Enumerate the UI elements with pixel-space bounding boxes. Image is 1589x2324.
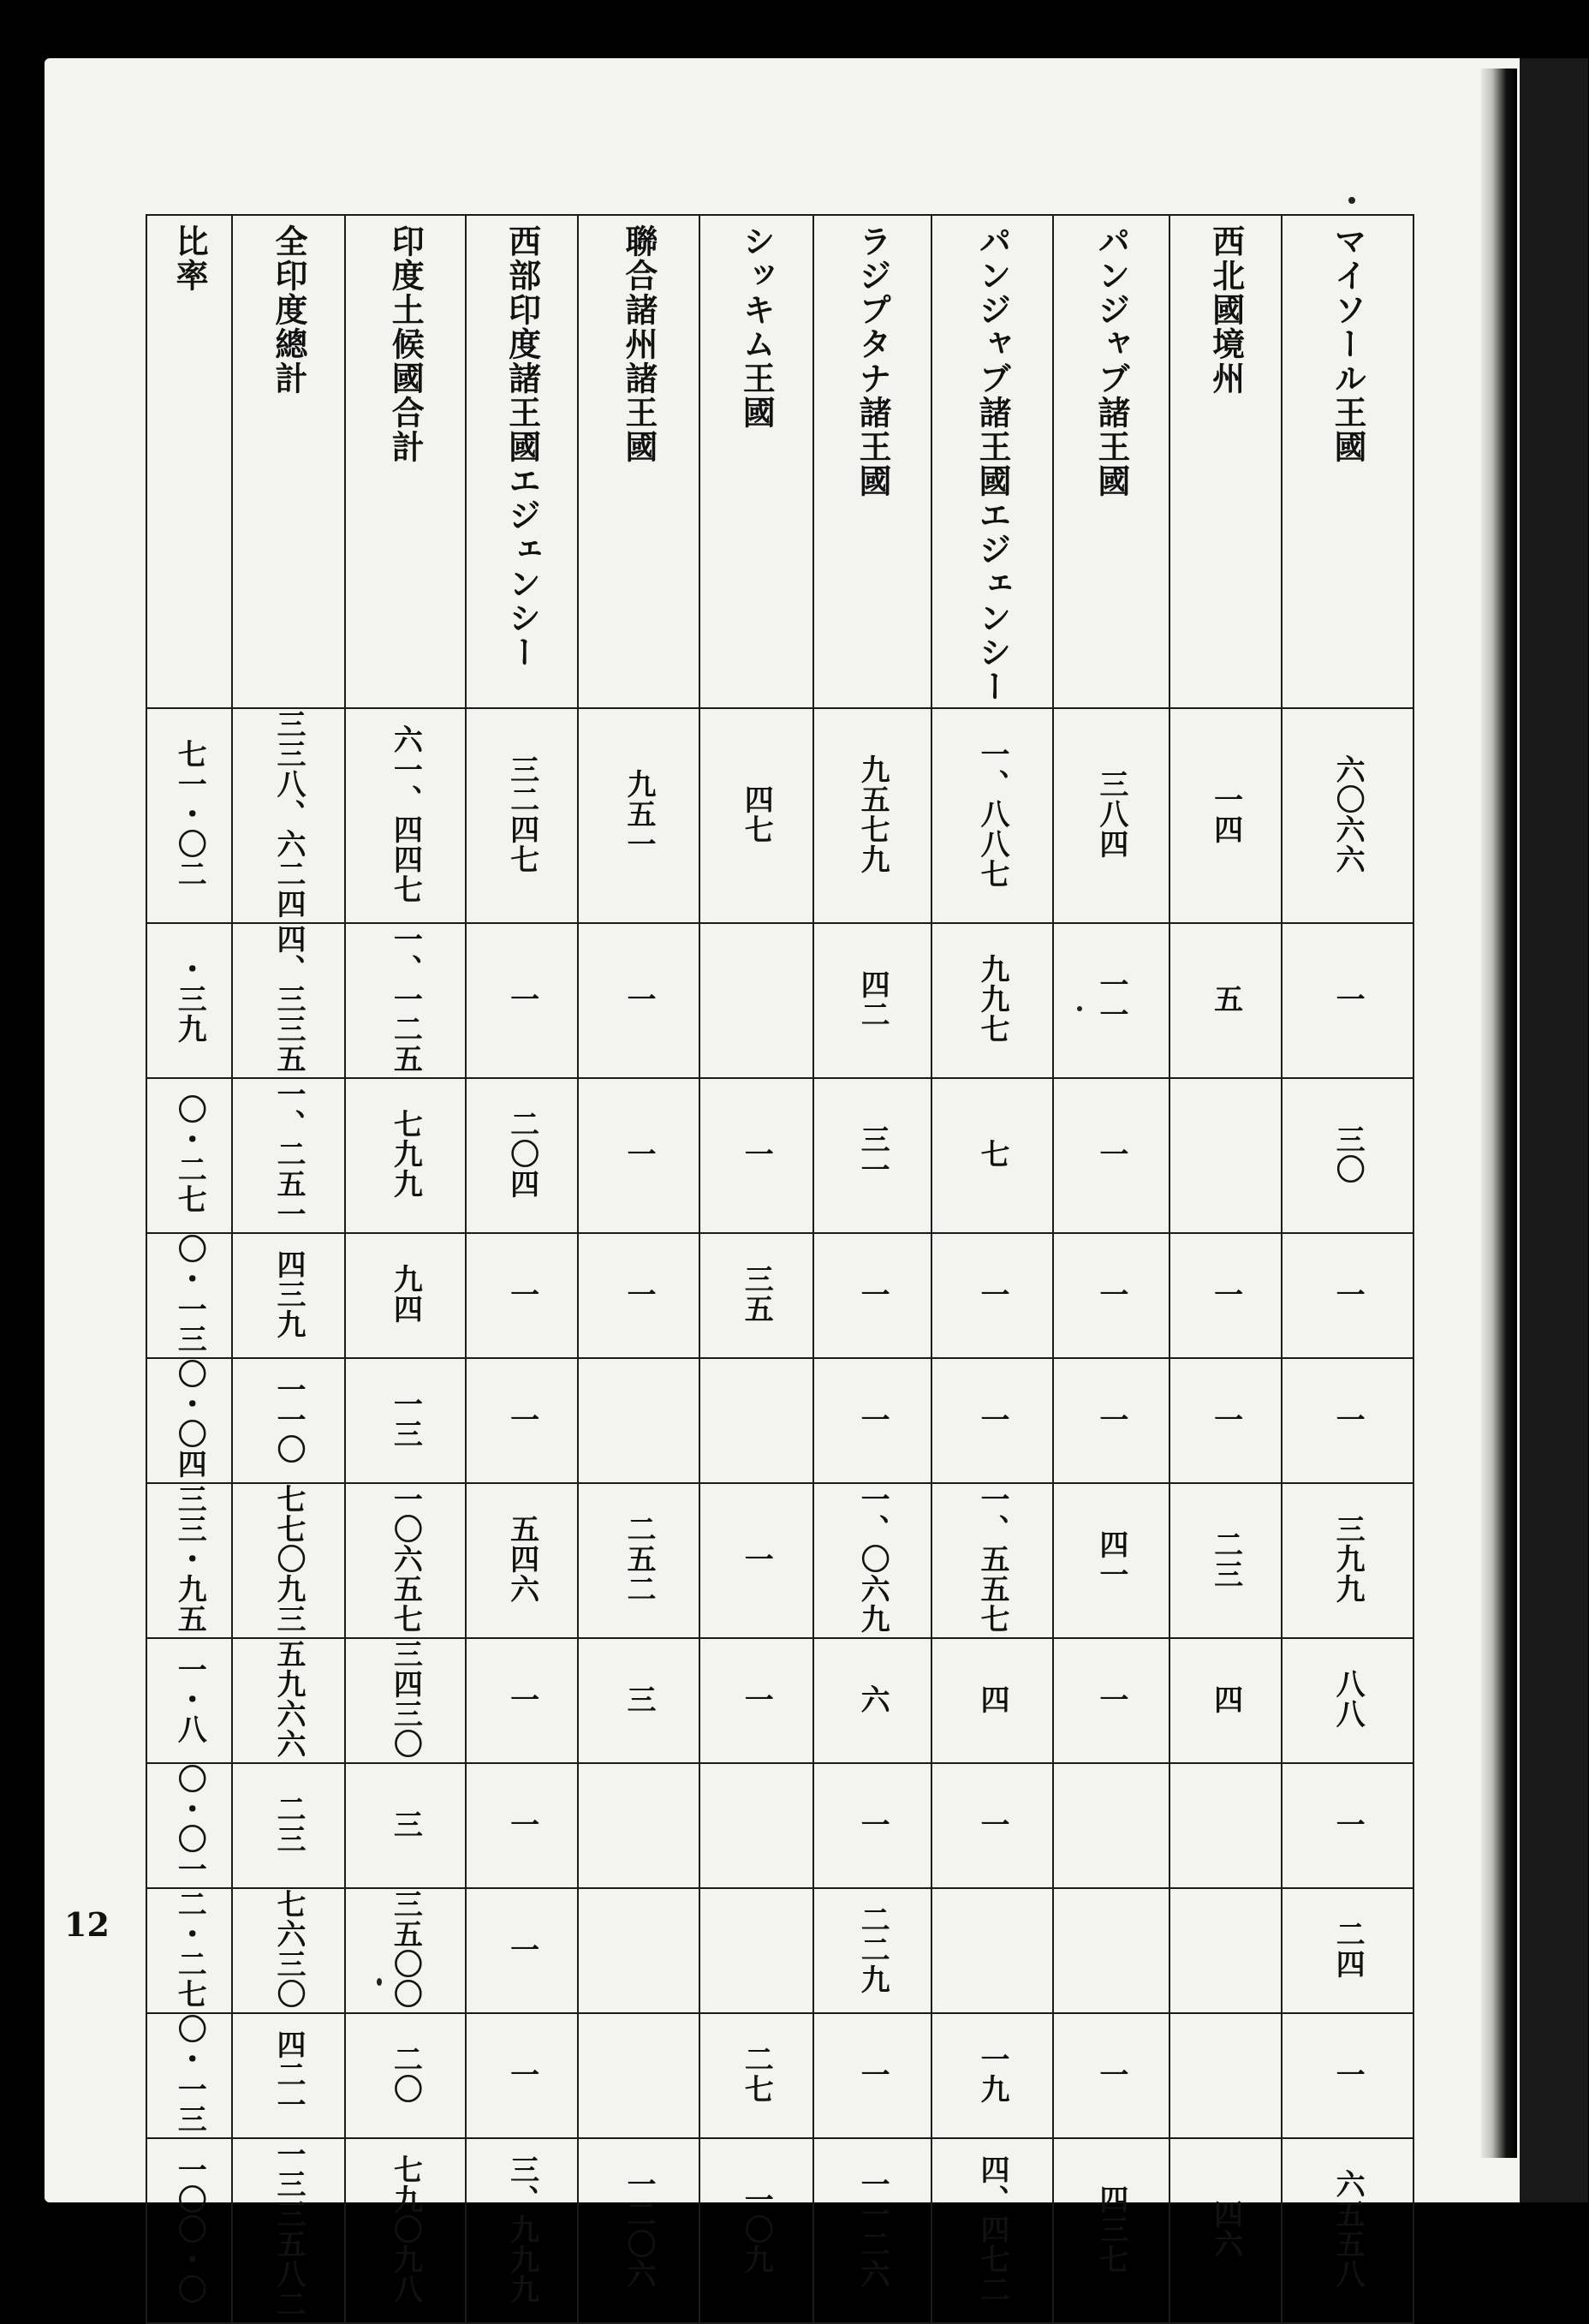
- cell-value: 四、三三五: [271, 924, 306, 1074]
- column-header-label: 比率: [170, 224, 210, 293]
- table-cell: [578, 1078, 699, 1233]
- column-header-label: パンジャブ諸王國エジェンシー: [973, 224, 1012, 704]
- cell-value: 一: [975, 1278, 1009, 1309]
- cell-value: 〇・一三: [172, 1234, 207, 1354]
- table-cell: [466, 1638, 578, 1763]
- table-cell: [1169, 1888, 1282, 2013]
- table-cell: [345, 708, 466, 923]
- cell-value: 一〇九: [739, 2184, 774, 2274]
- cell-value: 七九〇九八: [388, 2154, 423, 2304]
- table-cell: [813, 1763, 931, 1888]
- table-cell: [345, 1483, 466, 1638]
- cell-value: 一: [1093, 2059, 1128, 2089]
- cell-value: 一: [855, 1403, 890, 1434]
- table-cell: [466, 1078, 578, 1233]
- table-cell: [931, 1638, 1052, 1763]
- table-cell: [1053, 1358, 1169, 1483]
- table-cell: [232, 1638, 344, 1763]
- table-cell: [146, 1888, 232, 2013]
- table-cell: [232, 1888, 344, 2013]
- table-row: [146, 1078, 1413, 1233]
- column-header: [1053, 215, 1169, 708]
- cell-value: 五四六: [504, 1514, 539, 1604]
- cell-value: 一: [621, 1139, 656, 1169]
- table-cell: [1282, 1483, 1413, 1638]
- cell-value: 四二: [855, 968, 890, 1029]
- cell-value: 一: [1093, 1403, 1128, 1434]
- table-cell: [813, 1233, 931, 1358]
- cell-value: 二〇四: [504, 1109, 539, 1199]
- table-cell: [232, 1358, 344, 1483]
- column-header-label: 全印度總計: [269, 224, 308, 396]
- table-cell: [1169, 2013, 1282, 2138]
- table-cell: [813, 1078, 931, 1233]
- column-header-label: 聯合諸州諸王國: [619, 224, 658, 464]
- table-cell: [578, 1888, 699, 2013]
- table-cell: [578, 1233, 699, 1358]
- table-cell: [466, 1888, 578, 2013]
- column-header-label: マイソール王國: [1329, 224, 1368, 464]
- table-cell: [345, 923, 466, 1078]
- table-cell: [1282, 923, 1413, 1078]
- table-cell: [146, 1763, 232, 1888]
- table-cell: [1053, 1638, 1169, 1763]
- cell-value: 一: [739, 1544, 774, 1574]
- column-header: [699, 215, 813, 708]
- table-cell: [1282, 1888, 1413, 2013]
- table-cell: [931, 2138, 1052, 2323]
- table-cell: [146, 2013, 232, 2138]
- cell-value: 六五五八: [1330, 2169, 1366, 2289]
- table-cell: [232, 1763, 344, 1888]
- table-row: [146, 1638, 1413, 1763]
- column-header-label: 印度土候國合計: [386, 224, 426, 464]
- table-row: [146, 708, 1413, 923]
- table-cell: [1169, 923, 1282, 1078]
- table-cell: [813, 708, 931, 923]
- column-header: [1169, 215, 1282, 708]
- cell-value: 一: [504, 1278, 539, 1309]
- ink-speck: [1077, 1006, 1082, 1011]
- table-cell: [232, 923, 344, 1078]
- table-cell: [146, 923, 232, 1078]
- cell-value: 一: [1208, 1403, 1243, 1434]
- cell-value: 一: [855, 1278, 890, 1309]
- cell-value: 一: [975, 1809, 1009, 1839]
- cell-value: 二三: [1208, 1528, 1243, 1589]
- column-header: [931, 215, 1052, 708]
- cell-value: 二四: [1330, 1919, 1366, 1979]
- cell-value: 〇・〇四: [172, 1359, 207, 1479]
- table-cell: [1053, 1483, 1169, 1638]
- cell-value: 三: [621, 1683, 656, 1714]
- cell-value: 〇・〇一: [172, 1764, 207, 1884]
- table-cell: [1053, 1763, 1169, 1888]
- cell-value: 八八: [1330, 1669, 1366, 1729]
- cell-value: 一二〇六: [621, 2169, 656, 2289]
- cell-value: 一: [504, 1683, 539, 1714]
- table-cell: [699, 1888, 813, 2013]
- cell-value: 一: [855, 2059, 890, 2089]
- cell-value: 三五〇〇: [388, 1889, 423, 2009]
- column-header-label: パンジャブ諸王國: [1092, 224, 1131, 498]
- table-cell: [813, 923, 931, 1078]
- cell-value: 一: [1330, 2059, 1366, 2089]
- table-cell: [1282, 2013, 1413, 2138]
- cell-value: 〇・二七: [172, 1093, 207, 1214]
- cell-value: 一: [1093, 1683, 1128, 1714]
- column-header-label: ラジプタナ諸王國: [854, 224, 893, 498]
- cell-value: 四七: [739, 784, 774, 844]
- table-cell: [1169, 1358, 1282, 1483]
- table-cell: [1169, 2138, 1282, 2323]
- table-cell: [699, 708, 813, 923]
- cell-value: 二七: [739, 2044, 774, 2104]
- cell-value: 一〇〇・〇: [172, 2154, 207, 2304]
- table-cell: [345, 1763, 466, 1888]
- cell-value: 四一: [1093, 1528, 1128, 1589]
- table-cell: [232, 1078, 344, 1233]
- cell-value: 九四: [388, 1264, 423, 1324]
- column-header-label: 西部印度諸王國エジェンシー: [503, 224, 542, 670]
- cell-value: 四: [1208, 1683, 1243, 1714]
- cell-value: 一: [1093, 1278, 1128, 1309]
- table-cell: [146, 2138, 232, 2323]
- cell-value: 三: [388, 1809, 423, 1839]
- cell-value: 四三七: [1093, 2184, 1128, 2274]
- cell-value: 一、八八七: [975, 739, 1009, 889]
- cell-value: 二〇: [388, 2044, 423, 2104]
- column-header-label: シッキム王國: [737, 224, 777, 430]
- cell-value: 三三・九五: [172, 1484, 207, 1634]
- table-row: [146, 1233, 1413, 1358]
- table-cell: [1169, 1078, 1282, 1233]
- cell-value: 一〇六五七: [388, 1484, 423, 1634]
- table-cell: [345, 1233, 466, 1358]
- table-cell: [466, 923, 578, 1078]
- table-cell: [1053, 708, 1169, 923]
- cell-value: 一、〇六九: [855, 1484, 890, 1634]
- page-spine-shadow: [1481, 69, 1517, 2158]
- table-cell: [466, 2138, 578, 2323]
- cell-value: 一・八: [172, 1654, 207, 1744]
- cell-value: 三九九: [1330, 1514, 1366, 1604]
- cell-value: 三〇: [1330, 1123, 1366, 1184]
- table-cell: [345, 2013, 466, 2138]
- table-cell: [931, 1358, 1052, 1483]
- cell-value: 一一二六: [855, 2169, 890, 2289]
- table-cell: [1169, 1638, 1282, 1763]
- table-cell: [699, 1638, 813, 1763]
- table-cell: [699, 1078, 813, 1233]
- table-cell: [931, 1233, 1052, 1358]
- cell-value: 一: [504, 1934, 539, 1964]
- cell-value: 一: [504, 1403, 539, 1434]
- table-cell: [1282, 2138, 1413, 2323]
- table-row: [146, 2138, 1413, 2323]
- column-header: [578, 215, 699, 708]
- cell-value: 四六: [1208, 2199, 1243, 2259]
- cell-value: 二五二: [621, 1514, 656, 1604]
- table-cell: [146, 1078, 232, 1233]
- table-cell: [578, 2013, 699, 2138]
- table-cell: [1282, 1358, 1413, 1483]
- table-cell: [931, 1078, 1052, 1233]
- cell-value: 一、五五七: [975, 1484, 1009, 1634]
- table-cell: [345, 1078, 466, 1233]
- table-cell: [931, 708, 1052, 923]
- cell-value: 一九: [975, 2044, 1009, 2104]
- table-cell: [813, 1638, 931, 1763]
- table-cell: [813, 1888, 931, 2013]
- table-cell: [345, 1638, 466, 1763]
- table-cell: [699, 2013, 813, 2138]
- cell-value: 一: [504, 2059, 539, 2089]
- cell-value: 二・二七: [172, 1889, 207, 2009]
- cell-value: 六〇六六: [1330, 754, 1366, 874]
- cell-value: 一: [975, 1403, 1009, 1434]
- table-cell: [1282, 1078, 1413, 1233]
- table-cell: [146, 1483, 232, 1638]
- table-cell: [1053, 2013, 1169, 2138]
- table-cell: [813, 2013, 931, 2138]
- cell-value: ・三九: [172, 954, 207, 1044]
- table-cell: [1053, 1233, 1169, 1358]
- cell-value: 一: [739, 1683, 774, 1714]
- scan-edge: [1520, 58, 1588, 2202]
- cell-value: 一: [1330, 1809, 1366, 1839]
- column-header: [232, 215, 344, 708]
- table-cell: [345, 1888, 466, 2013]
- cell-value: 一一: [1093, 968, 1128, 1029]
- cell-value: 一: [739, 1139, 774, 1169]
- cell-value: 四、四七二: [975, 2154, 1009, 2304]
- table-row: [146, 923, 1413, 1078]
- cell-value: 一: [855, 1809, 890, 1839]
- cell-value: 七六三〇: [271, 1889, 306, 2009]
- cell-value: 一一〇: [271, 1374, 306, 1464]
- cell-value: 七七〇九三: [271, 1484, 306, 1634]
- cell-value: 一四: [1208, 784, 1243, 844]
- cell-value: 一: [504, 984, 539, 1014]
- cell-value: 五九六六: [271, 1639, 306, 1759]
- table-cell: [466, 708, 578, 923]
- cell-value: 六: [855, 1683, 890, 1714]
- table-row: [146, 2013, 1413, 2138]
- page-number: 12: [64, 1905, 110, 1944]
- column-header: [466, 215, 578, 708]
- table-cell: [232, 708, 344, 923]
- cell-value: 一: [1330, 984, 1366, 1014]
- table-cell: [232, 2013, 344, 2138]
- table-cell: [1169, 708, 1282, 923]
- cell-value: 一、二五一: [271, 1079, 306, 1229]
- table-cell: [1282, 1233, 1413, 1358]
- cell-value: 五: [1208, 984, 1243, 1014]
- cell-value: 一: [1330, 1403, 1366, 1434]
- table-cell: [931, 923, 1052, 1078]
- cell-value: 四二一: [271, 2029, 306, 2119]
- cell-value: 二二九: [855, 1904, 890, 1994]
- table-cell: [699, 1358, 813, 1483]
- table-cell: [146, 1233, 232, 1358]
- table-cell: [345, 1358, 466, 1483]
- cell-value: 四: [975, 1683, 1009, 1714]
- table-cell: [578, 1483, 699, 1638]
- cell-value: 三一: [855, 1123, 890, 1184]
- table-cell: [699, 1483, 813, 1638]
- table-cell: [1053, 1888, 1169, 2013]
- table-cell: [699, 923, 813, 1078]
- cell-value: 七: [975, 1139, 1009, 1169]
- cell-value: 一三三五八二: [271, 2139, 306, 2319]
- cell-value: 三五: [739, 1264, 774, 1324]
- table-cell: [699, 1763, 813, 1888]
- column-header: [345, 215, 466, 708]
- table-cell: [578, 2138, 699, 2323]
- table-row: [146, 1483, 1413, 1638]
- table-cell: [232, 2138, 344, 2323]
- cell-value: 一、一二五: [388, 924, 423, 1074]
- table-cell: [466, 2013, 578, 2138]
- cell-value: 四三九: [271, 1248, 306, 1339]
- column-header: [146, 215, 232, 708]
- ink-speck: [1348, 197, 1355, 204]
- table-cell: [931, 2013, 1052, 2138]
- table-cell: [466, 1483, 578, 1638]
- table-row: [146, 1763, 1413, 1888]
- cell-value: 九五一: [621, 769, 656, 859]
- table-cell: [1053, 923, 1169, 1078]
- table-cell: [813, 1483, 931, 1638]
- table-cell: [1169, 1233, 1282, 1358]
- table-cell: [699, 1233, 813, 1358]
- ink-speck: [377, 1978, 382, 1986]
- table-cell: [466, 1358, 578, 1483]
- header-row: [146, 215, 1413, 708]
- table-cell: [466, 1763, 578, 1888]
- cell-value: 九五七九: [855, 754, 890, 874]
- table-cell: [578, 708, 699, 923]
- cell-value: 一: [1208, 1278, 1243, 1309]
- table-cell: [1282, 1638, 1413, 1763]
- table-cell: [232, 1483, 344, 1638]
- column-header-label: 西北國境州: [1206, 224, 1246, 396]
- cell-value: 三二四七: [504, 754, 539, 874]
- table-cell: [1053, 2138, 1169, 2323]
- cell-value: 七九九: [388, 1109, 423, 1199]
- cell-value: 三、九九九: [504, 2154, 539, 2304]
- cell-value: 三三八、六二四: [271, 709, 306, 919]
- cell-value: 三八四: [1093, 769, 1128, 859]
- table-cell: [813, 1358, 931, 1483]
- table-cell: [1169, 1763, 1282, 1888]
- table-cell: [1282, 1763, 1413, 1888]
- table-cell: [813, 2138, 931, 2323]
- cell-value: 一: [621, 984, 656, 1014]
- table-cell: [345, 2138, 466, 2323]
- table-body: [146, 215, 1413, 2323]
- cell-value: 二三: [271, 1794, 306, 1854]
- table-row: [146, 1888, 1413, 2013]
- column-header: [1282, 215, 1413, 708]
- cell-value: 七一・〇二: [172, 739, 207, 889]
- table-cell: [232, 1233, 344, 1358]
- table-cell: [578, 1763, 699, 1888]
- cell-value: 一: [504, 1809, 539, 1839]
- cell-value: 一: [1093, 1139, 1128, 1169]
- table-cell: [931, 1483, 1052, 1638]
- cell-value: 一: [1330, 1278, 1366, 1309]
- cell-value: 九九七: [975, 954, 1009, 1044]
- table-cell: [1169, 1483, 1282, 1638]
- column-header: [813, 215, 931, 708]
- table-cell: [931, 1888, 1052, 2013]
- table-cell: [578, 1638, 699, 1763]
- statistics-table: [146, 214, 1414, 2324]
- table-cell: [699, 2138, 813, 2323]
- table-cell: [578, 923, 699, 1078]
- table-row: [146, 1358, 1413, 1483]
- table-cell: [146, 1638, 232, 1763]
- table-cell: [466, 1233, 578, 1358]
- table-cell: [931, 1763, 1052, 1888]
- table-cell: [1053, 1078, 1169, 1233]
- cell-value: 〇・一三: [172, 2014, 207, 2134]
- cell-value: 一: [621, 1278, 656, 1309]
- cell-value: 六一、四四七: [388, 724, 423, 904]
- table-cell: [578, 1358, 699, 1483]
- table-cell: [146, 1358, 232, 1483]
- table-cell: [146, 708, 232, 923]
- table-cell: [1282, 708, 1413, 923]
- cell-value: 三四三〇: [388, 1639, 423, 1759]
- cell-value: 一三: [388, 1389, 423, 1449]
